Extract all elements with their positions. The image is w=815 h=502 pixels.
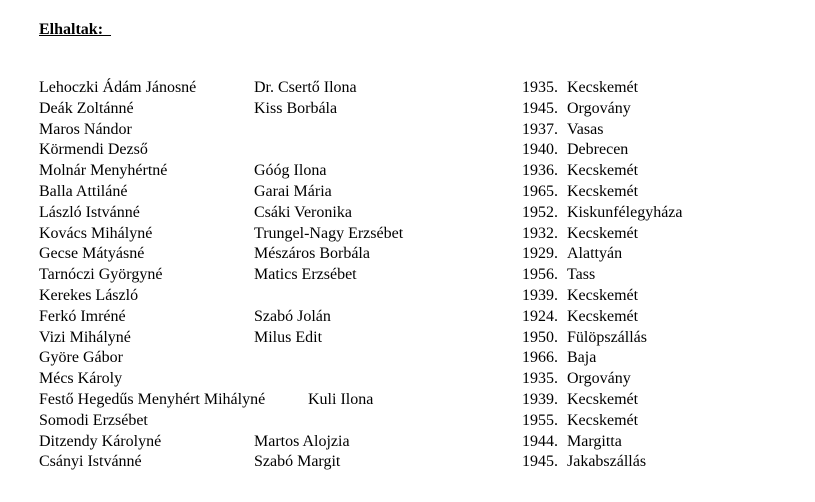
person-name: Balla Attiláné <box>39 182 128 200</box>
list-item <box>0 161 815 182</box>
list-item <box>0 265 815 286</box>
birth-place: Kecskemét <box>567 224 639 242</box>
birth-place: Vasas <box>567 120 604 138</box>
birth-place: Orgovány <box>567 99 631 117</box>
person-name: Ditzendy Károlyné <box>39 432 162 450</box>
birth-place: Kecskemét <box>567 182 639 200</box>
person-name: Kerekes László <box>39 286 139 304</box>
birth-place: Kecskemét <box>567 286 639 304</box>
list-item <box>0 452 815 473</box>
section-heading: Elhaltak: <box>39 21 112 38</box>
list-item <box>0 140 815 161</box>
list-item <box>0 120 815 141</box>
birth-place: Fülöpszállás <box>567 328 647 346</box>
maiden-name: Csáki Veronika <box>254 203 352 221</box>
birth-year: 1966. <box>522 349 558 367</box>
birth-year: 1935. <box>522 79 558 96</box>
list-item <box>0 432 815 453</box>
birth-place: Kecskemét <box>567 307 639 325</box>
list-item <box>0 348 815 369</box>
maiden-name: Kiss Borbála <box>254 99 338 117</box>
birth-year: 1937. <box>522 120 558 138</box>
list-item <box>0 244 815 265</box>
person-name: Deák Zoltánné <box>39 99 134 117</box>
birth-year: 1950. <box>522 328 558 346</box>
list-item <box>0 182 815 203</box>
list-item <box>0 203 815 224</box>
list-item <box>0 307 815 328</box>
birth-place: Tass <box>567 266 596 284</box>
list-item <box>0 411 815 432</box>
list-item <box>0 328 815 349</box>
person-name: László Istvánné <box>39 203 140 221</box>
birth-year: 1935. <box>522 370 558 388</box>
birth-year: 1939. <box>522 286 558 304</box>
birth-year: 1944. <box>522 432 558 450</box>
birth-year: 1956. <box>522 266 558 284</box>
person-name: Gecse Mátyásné <box>39 245 145 263</box>
list-item <box>0 390 815 411</box>
birth-place: Margitta <box>567 432 622 450</box>
list-item <box>0 286 815 307</box>
maiden-name: Góóg Ilona <box>254 162 327 180</box>
person-name: Lehoczki Ádám Jánosné <box>39 79 197 96</box>
birth-year: 1924. <box>522 307 558 325</box>
person-name: Vizi Mihályné <box>39 328 131 346</box>
maiden-name: Szabó Jolán <box>254 307 331 325</box>
deceased-list <box>0 78 815 473</box>
person-name: Györe Gábor <box>39 349 123 367</box>
birth-place: Kecskemét <box>567 79 639 96</box>
person-name: Ferkó Imréné <box>39 307 126 325</box>
birth-place: Debrecen <box>567 141 629 159</box>
birth-year: 1940. <box>522 141 558 159</box>
list-item <box>0 78 815 99</box>
birth-year: 1965. <box>522 182 558 200</box>
maiden-name: Milus Edit <box>254 328 323 346</box>
birth-place: Jakabszállás <box>567 453 647 471</box>
maiden-name: Kuli Ilona <box>308 390 374 408</box>
birth-place: Kiskunfélegyháza <box>567 203 683 221</box>
birth-place: Orgovány <box>567 370 631 388</box>
list-item <box>0 224 815 245</box>
birth-place: Kecskemét <box>567 411 639 429</box>
person-name: Festő Hegedűs Menyhért Mihályné <box>39 390 266 408</box>
birth-year: 1955. <box>522 411 558 429</box>
birth-year: 1936. <box>522 162 558 180</box>
birth-place: Alattyán <box>567 245 623 263</box>
person-name: Somodi Erzsébet <box>39 411 148 429</box>
birth-place: Kecskemét <box>567 162 639 180</box>
person-name: Körmendi Dezső <box>39 141 148 159</box>
birth-year: 1929. <box>522 245 558 263</box>
person-name: Maros Nándor <box>39 120 132 138</box>
birth-place: Kecskemét <box>567 390 639 408</box>
maiden-name: Trungel-Nagy Erzsébet <box>254 224 404 242</box>
person-name: Csányi Istvánné <box>39 453 142 471</box>
birth-year: 1952. <box>522 203 558 221</box>
maiden-name: Mészáros Borbála <box>254 245 370 263</box>
person-name: Molnár Menyhértné <box>39 162 168 180</box>
person-name: Kovács Mihályné <box>39 224 153 242</box>
maiden-name: Dr. Csertő Ilona <box>254 79 357 96</box>
person-name: Tarnóczi Györgyné <box>39 266 163 284</box>
maiden-name: Matics Erzsébet <box>254 266 357 284</box>
birth-place: Baja <box>567 349 597 367</box>
maiden-name: Garai Mária <box>254 182 332 200</box>
list-item <box>0 99 815 120</box>
person-name: Mécs Károly <box>39 370 123 388</box>
maiden-name: Martos Alojzia <box>254 432 350 450</box>
birth-year: 1945. <box>522 453 558 471</box>
birth-year: 1939. <box>522 390 558 408</box>
birth-year: 1932. <box>522 224 558 242</box>
list-item <box>0 369 815 390</box>
maiden-name: Szabó Margit <box>254 453 341 471</box>
birth-year: 1945. <box>522 99 558 117</box>
